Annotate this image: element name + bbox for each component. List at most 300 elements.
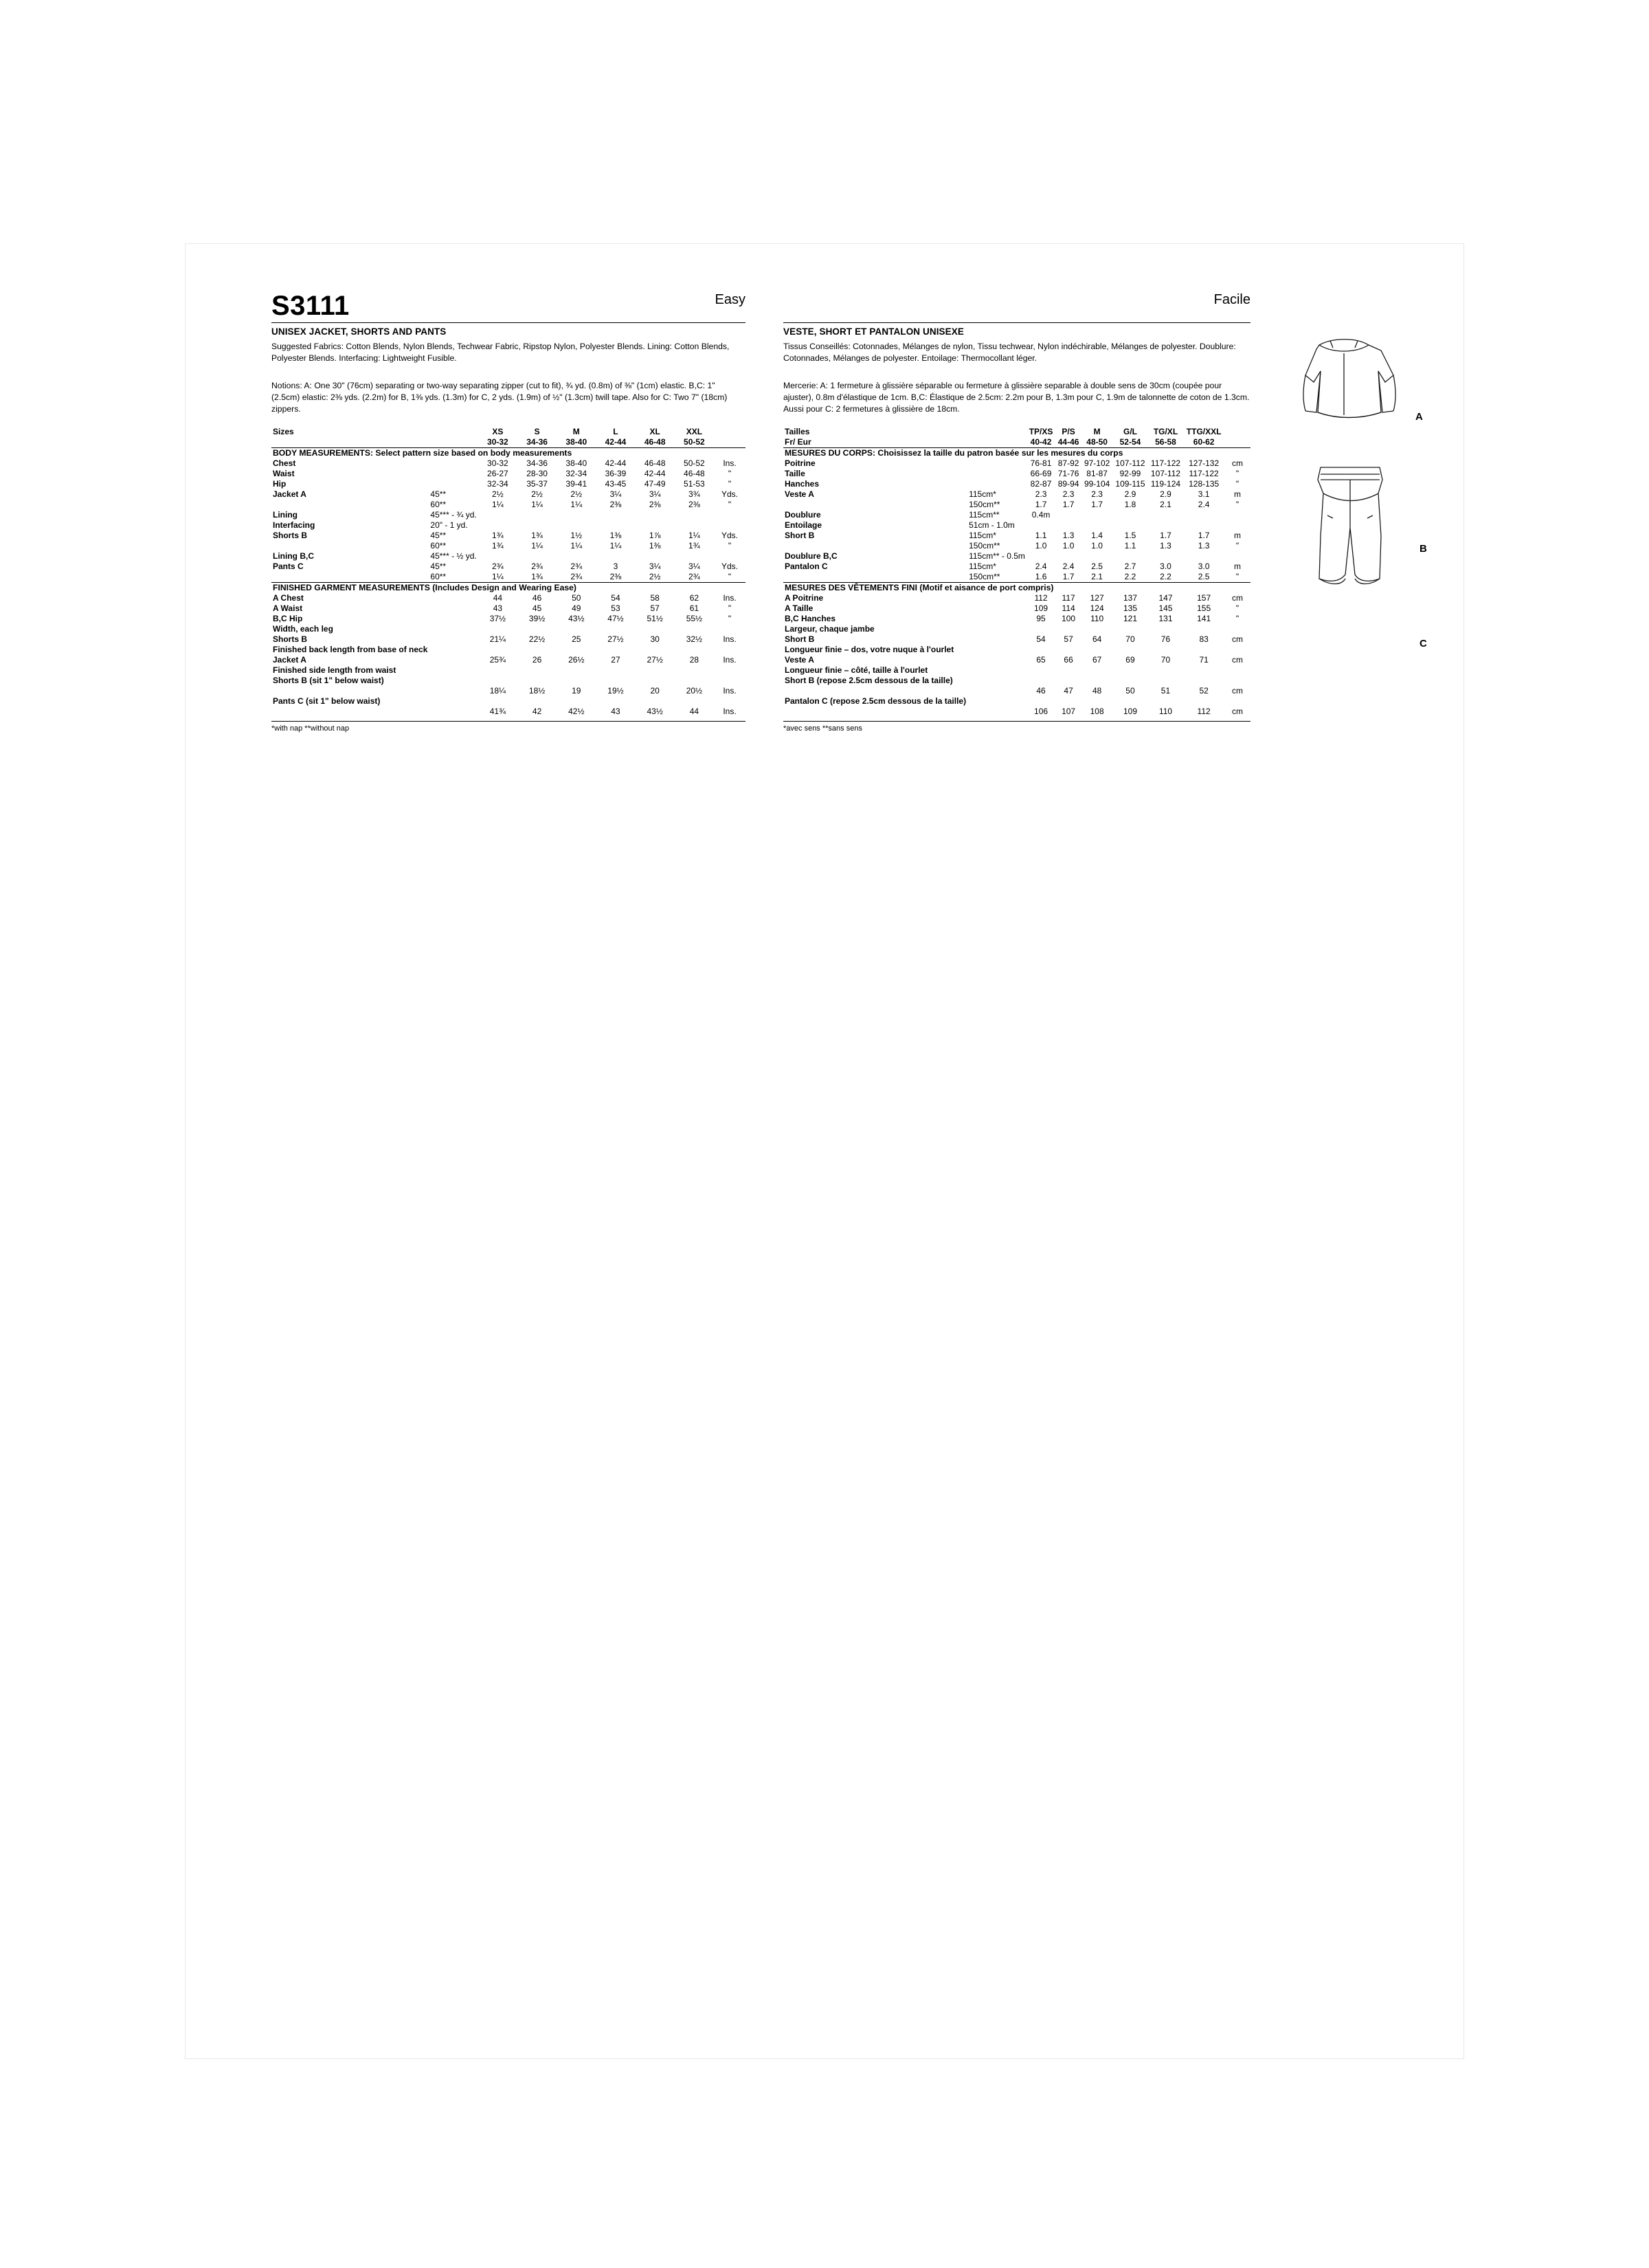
measurement-cell: 21¼ [489, 634, 506, 645]
unit-cell: " [728, 572, 732, 582]
size-name: G/L [1123, 427, 1137, 437]
table-row [783, 686, 1250, 696]
table-row [783, 489, 1250, 500]
table-row [783, 624, 1250, 634]
size-name-row [271, 427, 745, 437]
measurement-cell: 22½ [528, 634, 546, 645]
row-label [783, 541, 967, 551]
measurement-cell: 2.5 [1091, 562, 1103, 572]
row-sublabel [429, 645, 478, 655]
row-label: B,C Hanches [785, 614, 836, 624]
measurement-cell: 34-36 [526, 458, 548, 469]
row-sublabel [429, 603, 478, 614]
row-sublabel [967, 593, 1027, 603]
table-row [271, 707, 745, 717]
table-row [271, 603, 745, 614]
measurement-cell: 43½ [568, 614, 585, 624]
size-number: 60-62 [1193, 437, 1215, 447]
row-sublabel: 51cm - 1.0m [969, 520, 1015, 531]
row-sublabel [967, 479, 1027, 489]
row-label: Entoilage [785, 520, 822, 531]
measurement-cell: 2.1 [1091, 572, 1103, 582]
measurement-cell [478, 624, 517, 634]
measurement-cell [596, 551, 635, 562]
measurement-cell [1055, 645, 1081, 655]
measurement-cell: 2.3 [1091, 489, 1103, 500]
measurement-cell [1081, 676, 1112, 686]
row-sublabel: 45*** - ½ yd. [430, 551, 477, 562]
measurement-cell: 92-99 [1119, 469, 1141, 479]
unit-cell: " [728, 603, 732, 614]
measurement-cell [1112, 510, 1148, 520]
measurement-cell: 110 [1090, 614, 1104, 624]
measurement-cell: 127 [1090, 593, 1104, 603]
row-sublabel [429, 593, 478, 603]
measurement-cell: 55½ [686, 614, 703, 624]
table-row [271, 593, 745, 603]
sheet [186, 244, 1463, 2058]
row-sublabel: 115cm* [969, 562, 996, 572]
measurement-cell: 1.3 [1198, 541, 1210, 551]
measurement-cell: 89-94 [1057, 479, 1079, 489]
measurement-cell: 135 [1123, 603, 1137, 614]
measurement-cell: 117 [1062, 593, 1075, 603]
measurement-cell: 1⅞ [649, 531, 661, 541]
row-label: Doublure B,C [785, 551, 838, 562]
measurement-cell [1112, 551, 1148, 562]
sizes-label: Sizes [273, 427, 294, 437]
measurement-cell: 25 [572, 634, 581, 645]
unit-cell: Yds. [721, 489, 738, 500]
finished-measurements-rows [271, 593, 745, 717]
measurement-cell: 3¼ [609, 489, 622, 500]
measurement-cell: 1¼ [531, 500, 543, 510]
measurement-cell: 58 [650, 593, 660, 603]
measurement-cell [636, 520, 675, 531]
measurement-cell [1027, 645, 1055, 655]
measurement-cell: 39-41 [565, 479, 587, 489]
unit-cell [1224, 696, 1250, 707]
measurement-cell: 70 [1125, 634, 1135, 645]
measurement-cell [1055, 624, 1081, 634]
row-sublabel [429, 458, 478, 469]
measurement-cell [1081, 696, 1112, 707]
measurement-cell [1112, 696, 1148, 707]
measurement-cell: 2.3 [1035, 489, 1047, 500]
row-label: Taille [785, 469, 805, 479]
row-label: B,C Hip [273, 614, 303, 624]
measurement-cell [1112, 665, 1148, 676]
measurement-cell: 27½ [607, 634, 624, 645]
row-label [271, 686, 429, 696]
measurement-cell [557, 696, 596, 707]
measurement-cell: 117-122 [1150, 458, 1181, 469]
row-label: Longueur finie – dos, votre nuque à l'ourlet [785, 645, 954, 655]
row-sublabel [967, 665, 1027, 676]
row-label: Veste A [785, 655, 814, 665]
table-row [783, 696, 1250, 707]
unit-cell: cm [1232, 634, 1243, 645]
table-row [271, 531, 745, 541]
measurement-cell: 1¼ [570, 541, 583, 551]
measurement-cell: 50-52 [684, 458, 705, 469]
row-sublabel [429, 665, 478, 676]
measurement-cell: 47½ [607, 614, 624, 624]
measurement-cell: 2.2 [1160, 572, 1171, 582]
pattern-number: S3111 [271, 291, 350, 321]
table-row [783, 551, 1250, 562]
measurement-cell: 107-112 [1150, 469, 1181, 479]
measurement-cell [1148, 645, 1184, 655]
measurement-cell: 2.9 [1160, 489, 1171, 500]
measurement-cell: 1.6 [1035, 572, 1047, 582]
notions: Notions: A: One 30" (76cm) separating or two-way separating zipper (cut to fit), ¾ yd. (0.8m) of ⅜" (1cm) elastic. B,C: 1" (2.5cm) elastic: 2⅜ yds. (2.2m) for B, 1⅜ yds. (1.3m) for C, 2 yds. (1.9m) of ½" (1.3cm) twill tape. Also for C: Two 7" (18cm) zippers. [271, 380, 728, 414]
measurement-cell: 2.2 [1124, 572, 1136, 582]
measurement-cell: 2½ [649, 572, 661, 582]
notions-fr: Mercerie: A: 1 fermeture à glissière séparable ou fermeture à glissière separable à double sens de 30cm (coupée pour ajuster), 0.8m d'élastique de 1cm. B,C: Élastique de 2.5cm: 2.2m pour B, 1.3m pour C, 1.9m de talonnette de coton de 1.3cm. Aussi pour C: 2 fermetures à glissière de 18cm. [783, 380, 1250, 414]
measurement-cell [557, 624, 596, 634]
row-sublabel [967, 634, 1027, 645]
measurement-cell: 43 [611, 707, 620, 717]
row-label [271, 541, 429, 551]
table-row [271, 696, 745, 707]
measurement-cell: 38-40 [565, 458, 587, 469]
measurement-cell [557, 510, 596, 520]
measurement-cell: 3.0 [1160, 562, 1171, 572]
measurement-cell: 2⅜ [688, 500, 700, 510]
measurement-cell: 1¼ [531, 541, 543, 551]
row-label: Short B [785, 634, 815, 645]
measurement-cell [517, 510, 557, 520]
measurement-cell: 2½ [531, 489, 543, 500]
size-name: TG/XL [1153, 427, 1178, 437]
measurement-cell: 1¼ [492, 500, 504, 510]
measurement-cell: 18½ [528, 686, 546, 696]
size-number: 46-48 [644, 437, 666, 447]
row-label: Hip [273, 479, 287, 489]
measurement-cell [1148, 665, 1184, 676]
measurement-cell [1112, 645, 1148, 655]
finished-header-row [271, 582, 745, 593]
row-label: Chest [273, 458, 296, 469]
measurement-cell [517, 551, 557, 562]
unit-cell: " [728, 500, 732, 510]
row-label: Interfacing [273, 520, 315, 531]
measurement-cell: 3¼ [649, 562, 661, 572]
measurement-cell: 110 [1158, 707, 1173, 717]
measurement-cell [675, 624, 714, 634]
measurement-cell: 18¼ [489, 686, 506, 696]
unit-cell: " [728, 479, 732, 489]
row-label: Shorts B (sit 1" below waist) [273, 676, 384, 686]
row-label: Longueur finie – côté, taille à l'ourlet [785, 665, 928, 676]
measurement-cell: 1.1 [1035, 531, 1047, 541]
row-label [783, 500, 967, 510]
row-sublabel [429, 686, 478, 696]
row-label [783, 686, 967, 696]
measurement-cell: 2.9 [1124, 489, 1136, 500]
unit-cell [1224, 665, 1250, 676]
size-name: S [534, 427, 540, 437]
table-row [271, 469, 745, 479]
row-sublabel: 20" - 1 yd. [430, 520, 468, 531]
finished-measurements-rows-fr [783, 593, 1250, 717]
measurement-cell [1148, 676, 1184, 686]
unit-cell: " [1235, 603, 1239, 614]
measurement-cell: 1¼ [492, 572, 504, 582]
size-name: L [613, 427, 618, 437]
unit-cell: Yds. [721, 531, 738, 541]
measurement-cell: 141 [1197, 614, 1211, 624]
measurement-cell: 2¾ [570, 572, 583, 582]
table-row [271, 551, 745, 562]
row-label: Short B [785, 531, 815, 541]
measurement-cell: 2¾ [688, 572, 700, 582]
measurement-cell: 66-69 [1030, 469, 1052, 479]
measurement-cell [557, 645, 596, 655]
measurement-cell [1081, 551, 1112, 562]
measurement-cell [1148, 696, 1184, 707]
table-row [271, 665, 745, 676]
measurement-cell: 1¾ [688, 541, 700, 551]
table-row [783, 520, 1250, 531]
measurement-cell: 30 [650, 634, 660, 645]
row-label: Pantalon C (repose 2.5cm dessous de la taille) [785, 696, 967, 707]
measurement-cell: 3 [613, 562, 618, 572]
measurement-cell: 70 [1160, 655, 1171, 665]
measurement-cell [517, 520, 557, 531]
unit-cell [1224, 510, 1250, 520]
measurement-cell [1055, 696, 1081, 707]
measurement-cell: 99-104 [1084, 479, 1110, 489]
unit-cell [714, 665, 745, 676]
table-row [271, 562, 745, 572]
eur-label: Fr/ Eur [785, 437, 811, 447]
line-art-panel [1278, 309, 1436, 735]
row-label: Jacket A [273, 489, 306, 500]
row-label: Hanches [785, 479, 820, 489]
nap-footnote-fr: *avec sens **sans sens [783, 721, 1250, 733]
measurement-cell: 117-122 [1189, 469, 1219, 479]
row-sublabel: 45** [430, 489, 447, 500]
measurement-cell: 46 [1036, 686, 1046, 696]
table-row [783, 562, 1250, 572]
measurement-cell: 100 [1062, 614, 1076, 624]
row-label: Width, each leg [273, 624, 333, 634]
row-label: Shorts B [273, 531, 308, 541]
unit-cell: cm [1232, 707, 1243, 717]
measurement-cell: 20½ [686, 686, 703, 696]
row-sublabel [967, 696, 1027, 707]
unit-cell [1224, 624, 1250, 634]
measurement-cell: 43 [493, 603, 503, 614]
measurement-cell: 47-49 [644, 479, 666, 489]
row-label: Shorts B [273, 634, 308, 645]
measurement-cell: 42 [532, 707, 542, 717]
measurement-cell [557, 520, 596, 531]
measurement-cell: 69 [1125, 655, 1135, 665]
measurement-cell: 49 [572, 603, 581, 614]
measurement-cell: 3.1 [1198, 489, 1210, 500]
measurement-cell: 50 [572, 593, 581, 603]
unit-cell [714, 645, 745, 655]
suggested-fabrics-fr: Tissus Conseillés: Cotonnades, Mélanges de nylon, Tissu techwear, Nylon indéchirable, Mélanges de polyester. Doublure: Cotonnades, Mélanges de polyester. Entoilage: Thermocollant léger. [783, 342, 1236, 364]
measurement-cell [1027, 551, 1055, 562]
measurement-cell: 43½ [647, 707, 663, 717]
unit-cell: Ins. [723, 686, 737, 696]
measurement-cell: 3¾ [688, 489, 700, 500]
measurement-cell: 37½ [489, 614, 506, 624]
measurement-cell: 35-37 [526, 479, 548, 489]
body-measurements-rows [271, 458, 745, 489]
measurement-cell: 1.0 [1091, 541, 1103, 551]
table-row [783, 510, 1250, 520]
measurement-cell: 54 [1036, 634, 1046, 645]
size-number: 48-50 [1086, 437, 1108, 447]
measurement-cell [1027, 520, 1055, 531]
measurement-cell [557, 665, 596, 676]
measurement-cell: 36-39 [605, 469, 627, 479]
french-size-table [783, 427, 1250, 717]
measurement-cell: 121 [1123, 614, 1137, 624]
size-number: 34-36 [526, 437, 548, 447]
table-row [783, 469, 1250, 479]
measurement-cell [675, 676, 714, 686]
row-sublabel [429, 707, 478, 717]
measurement-cell [1112, 624, 1148, 634]
size-name: M [1093, 427, 1101, 437]
measurement-cell [636, 624, 675, 634]
unit-cell [714, 624, 745, 634]
measurement-cell: 112 [1197, 707, 1211, 717]
measurement-cell: 108 [1090, 707, 1104, 717]
measurement-cell [478, 676, 517, 686]
size-number-row [271, 437, 745, 448]
measurement-cell: 1.0 [1035, 541, 1047, 551]
unit-cell: cm [1232, 593, 1243, 603]
measurement-cell: 19½ [607, 686, 624, 696]
row-label: A Poitrine [785, 593, 824, 603]
finished-measurements-header: FINISHED GARMENT MEASUREMENTS (Includes Design and Wearing Ease) [273, 583, 576, 593]
row-label: A Waist [273, 603, 303, 614]
row-sublabel [429, 624, 478, 634]
measurement-cell: 47 [1064, 686, 1073, 696]
unit-cell: m [1234, 531, 1241, 541]
measurement-cell: 30-32 [487, 458, 508, 469]
unit-cell [714, 676, 745, 686]
size-number: 42-44 [605, 437, 627, 447]
table-row [271, 614, 745, 624]
measurement-cell: 76 [1160, 634, 1171, 645]
measurement-cell: 1½ [570, 531, 583, 541]
row-sublabel: 115cm** [969, 510, 1000, 520]
measurement-cell [478, 551, 517, 562]
size-number: 44-46 [1057, 437, 1079, 447]
measurement-cell: 107-112 [1115, 458, 1145, 469]
finished-header-row-fr [783, 582, 1250, 593]
size-number: 50-52 [684, 437, 705, 447]
measurement-cell: 53 [611, 603, 620, 614]
measurement-cell: 131 [1158, 614, 1173, 624]
measurement-cell [1027, 696, 1055, 707]
suggested-fabrics: Suggested Fabrics: Cotton Blends, Nylon Blends, Techwear Fabric, Ripstop Nylon, Polyester Blends. Lining: Cotton Blends, Polyester Blends. Interfacing: Lightweight Fusible. [271, 342, 730, 364]
row-label: Finished back length from base of neck [273, 645, 428, 655]
row-sublabel: 45** [430, 562, 447, 572]
size-name-row-fr [783, 427, 1250, 437]
table-row [271, 458, 745, 469]
row-label: Veste A [785, 489, 814, 500]
difficulty-label-fr: Facile [1213, 292, 1250, 307]
measurement-cell: 1.7 [1062, 572, 1075, 582]
measurement-cell: 1.4 [1091, 531, 1103, 541]
measurement-cell: 62 [689, 593, 699, 603]
measurement-cell [517, 624, 557, 634]
measurement-cell: 46 [532, 593, 542, 603]
measurement-cell: 1.1 [1124, 541, 1136, 551]
pattern-header-fr [783, 292, 1250, 323]
measurement-cell: 2½ [492, 489, 504, 500]
row-sublabel [429, 696, 478, 707]
measurement-cell: 25¾ [489, 655, 506, 665]
unit-cell [1224, 676, 1250, 686]
measurement-cell [517, 676, 557, 686]
table-row [783, 541, 1250, 551]
measurement-cell [1055, 520, 1081, 531]
measurement-cell: 27½ [647, 655, 663, 665]
table-row [783, 665, 1250, 676]
measurement-cell: 66 [1064, 655, 1073, 665]
measurement-cell [1055, 676, 1081, 686]
page-title-fr: VESTE, SHORT ET PANTALON UNISEXE [783, 326, 964, 337]
measurement-cell: 81-87 [1086, 469, 1108, 479]
measurement-cell [1148, 520, 1184, 531]
row-sublabel: 115cm* [969, 531, 996, 541]
measurement-cell: 42-44 [605, 458, 627, 469]
measurement-cell: 39½ [528, 614, 546, 624]
size-name: XXL [686, 427, 703, 437]
page-title: UNISEX JACKET, SHORTS AND PANTS [271, 326, 447, 337]
body-measurements-header: BODY MEASUREMENTS: Select pattern size based on body measurements [273, 448, 572, 458]
measurement-cell [1183, 676, 1224, 686]
measurement-cell: 1¾ [531, 572, 543, 582]
row-sublabel: 150cm** [969, 572, 1000, 582]
row-label [271, 572, 429, 583]
row-label: Waist [273, 469, 295, 479]
measurement-cell: 71 [1199, 655, 1209, 665]
size-name: XL [649, 427, 660, 437]
measurement-cell [1027, 624, 1055, 634]
measurement-cell: 107 [1062, 707, 1076, 717]
measurement-cell: 124 [1090, 603, 1104, 614]
measurement-cell: 43-45 [605, 479, 627, 489]
measurement-cell [1081, 510, 1112, 520]
measurement-cell: 1.3 [1160, 541, 1171, 551]
size-number: 56-58 [1155, 437, 1176, 447]
measurement-cell [596, 665, 635, 676]
unit-cell: Ins. [723, 707, 737, 717]
row-label: Poitrine [785, 458, 816, 469]
row-label: A Chest [273, 593, 304, 603]
measurement-cell: 19 [572, 686, 581, 696]
measurement-cell: 145 [1158, 603, 1173, 614]
measurement-cell [1027, 676, 1055, 686]
measurement-cell [1027, 665, 1055, 676]
unit-cell: " [1235, 469, 1239, 479]
measurement-cell: 1¼ [688, 531, 700, 541]
row-sublabel [967, 686, 1027, 696]
measurement-cell: 2.4 [1198, 500, 1210, 510]
unit-cell: cm [1232, 458, 1243, 469]
